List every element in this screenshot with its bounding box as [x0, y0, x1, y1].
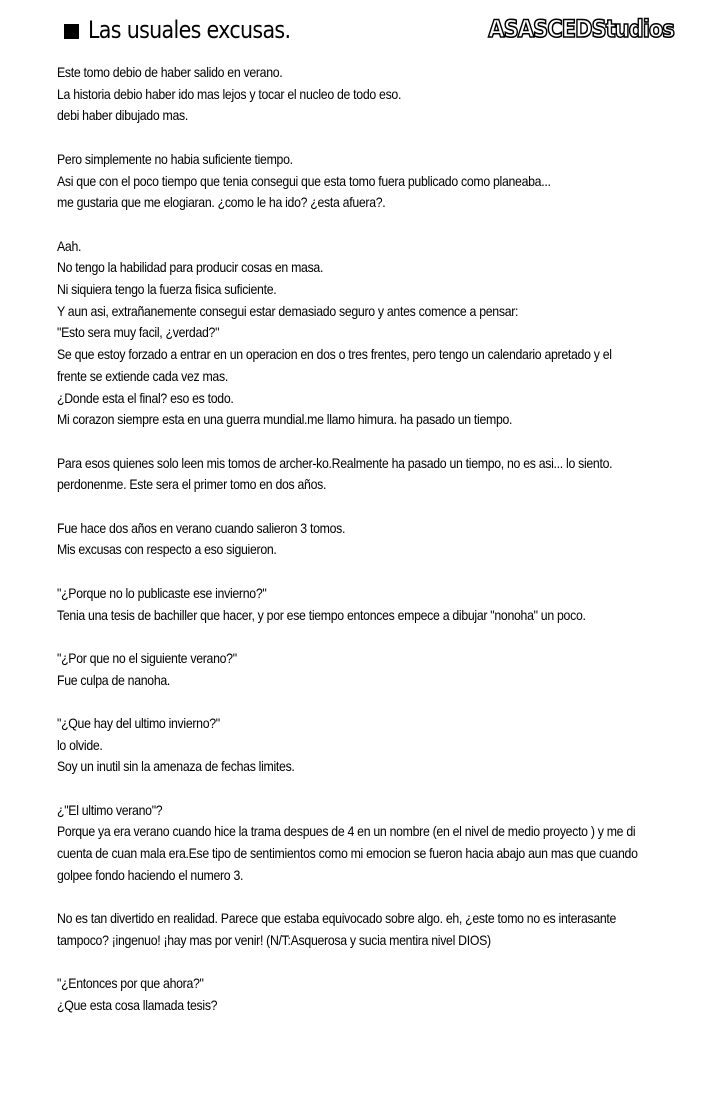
- text-line: Este tomo debio de haber salido en verano.: [57, 64, 283, 80]
- text-line: Pero simplemente no habia suficiente tiempo.: [57, 150, 293, 167]
- text-line: Porque ya era verano cuando hice la trama despues de 4 en un nombre (en el nivel de medio proyecto ) y me di: [57, 823, 636, 840]
- text-line: "¿Entonces por que ahora?": [57, 975, 204, 992]
- text-line: Tenia una tesis de bachiller que hacer, y por ese tiempo entonces empece a dibujar "nonoha" un poco.: [57, 606, 586, 623]
- paragraph: [57, 800, 638, 887]
- paragraph: [57, 713, 620, 778]
- text-line: tampoco? ¡ingenuo! ¡hay mas por venir! (N/T:Asquerosa y sucia mentira nivel DIOS): [57, 931, 491, 948]
- paragraph: [57, 236, 620, 431]
- text-line: "Esto sera muy facil, ¿verdad?": [57, 324, 220, 341]
- title-wrap: [64, 12, 323, 48]
- text-line: ¿"El ultimo verano"?: [57, 801, 163, 818]
- text-line: Ni siquiera tengo la fuerza fisica suficiente.: [57, 281, 277, 297]
- text-line: "¿Porque no lo publicaste ese invierno?": [57, 584, 267, 601]
- paragraph: [57, 149, 620, 214]
- text-line: Se que estoy forzado a entrar en un operacion en dos o tres frentes, pero tengo un calendario apretado y el: [57, 346, 612, 363]
- text-line: me gustaria que me elogiaran. ¿como le ha ido? ¿esta afuera?.: [57, 194, 386, 211]
- text-line: perdonenme. Este sera el primer tomo en dos años.: [57, 476, 327, 493]
- text-line: Soy un inutil sin la amenaza de fechas limites.: [57, 758, 295, 775]
- text-line: La historia debio haber ido mas lejos y tocar el nucleo de todo eso.: [57, 85, 402, 102]
- text-line: ¿Que esta cosa llamada tesis?: [57, 997, 218, 1014]
- text-line: golpee fondo haciendo el numero 3.: [57, 866, 244, 883]
- studio-logo: ASASCEDStudios: [488, 15, 674, 43]
- text-line: Fue culpa de nanoha.: [57, 671, 171, 688]
- text-line: lo olvide.: [57, 736, 103, 753]
- paragraph: [57, 648, 620, 691]
- document-body: [57, 62, 638, 1038]
- text-line: Asi que con el poco tiempo que tenia consegui que esta tomo fuera publicado como planeaba...: [57, 172, 551, 189]
- text-line: No tengo la habilidad para producir cosas en masa.: [57, 259, 324, 276]
- page-header: [64, 12, 684, 48]
- text-line: cuenta de cuan mala era.Ese tipo de sentimientos como mi emocion se fueron hacia abajo aun mas que cuando: [57, 845, 638, 862]
- page-title: Las usuales excusas.: [88, 16, 291, 44]
- paragraph: [57, 908, 620, 951]
- text-line: frente se extiende cada vez mas.: [57, 367, 228, 384]
- text-line: Mis excusas con respecto a eso siguieron.: [57, 541, 277, 558]
- text-line: "¿Que hay del ultimo invierno?": [57, 714, 220, 731]
- text-line: Aah.: [57, 237, 82, 254]
- text-line: No es tan divertido en realidad. Parece que estaba equivocado sobre algo. eh, ¿este tomo no es interasante: [57, 910, 617, 927]
- text-line: Y aun asi, extrañanemente consegui estar demasiado seguro y antes comence a pensar:: [57, 302, 519, 319]
- text-line: Fue hace dos años en verano cuando salieron 3 tomos.: [57, 519, 346, 536]
- paragraph: [57, 973, 620, 1016]
- text-line: "¿Por que no el siguiente verano?": [57, 649, 237, 666]
- text-line: ¿Donde esta el final? eso es todo.: [57, 389, 234, 406]
- paragraph: [57, 62, 620, 127]
- paragraph: [57, 453, 620, 496]
- paragraph: [57, 583, 620, 626]
- paragraph: [57, 518, 620, 561]
- black-square-bullet-icon: [64, 24, 79, 39]
- text-line: Mi corazon siempre esta en una guerra mundial.me llamo himura. ha pasado un tiempo.: [57, 411, 513, 428]
- text-line: debi haber dibujado mas.: [57, 107, 188, 124]
- text-line: Para esos quienes solo leen mis tomos de archer-ko.Realmente ha pasado un tiempo, no es asi... lo siento.: [57, 454, 613, 471]
